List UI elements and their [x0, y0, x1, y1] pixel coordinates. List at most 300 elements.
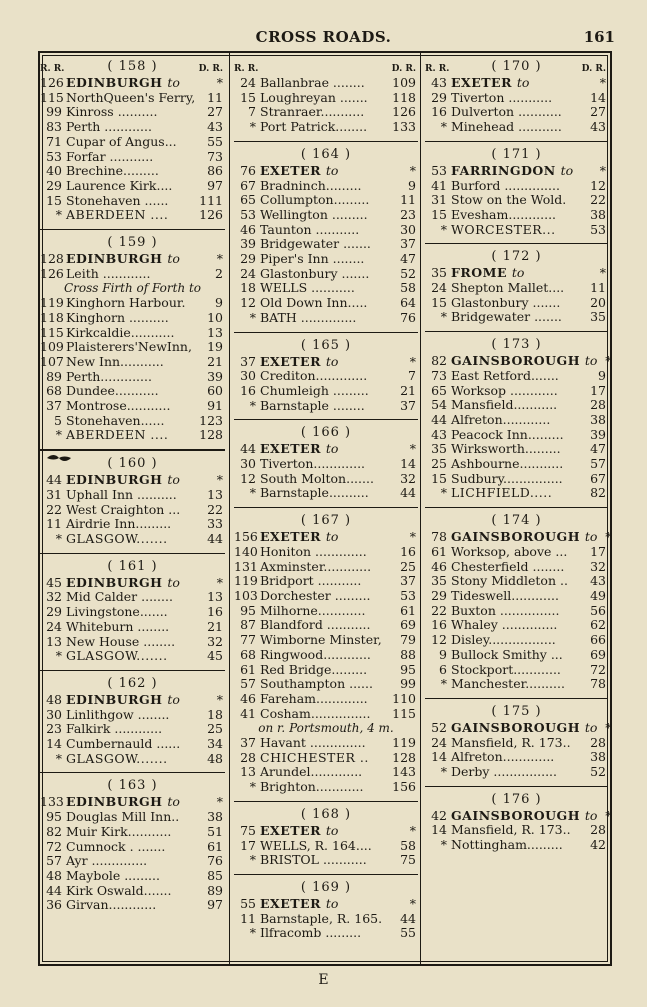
place-name-text: Stow on the Wold.	[451, 192, 567, 208]
route-number: ( 176 )	[491, 791, 542, 807]
route-stage-row	[234, 692, 418, 707]
direct-distance: 37	[400, 397, 416, 413]
place-name-text: Sudbury...............	[451, 470, 563, 486]
place-name-text: Blandford ...........	[260, 617, 371, 633]
direct-distance: 32	[400, 470, 416, 486]
direct-distance: 60	[207, 383, 223, 399]
place-name	[260, 926, 400, 941]
place-name-text: Old Down Inn.....	[260, 295, 368, 311]
route-block	[425, 703, 612, 780]
place-name	[260, 193, 400, 208]
page-number: 161	[583, 28, 615, 46]
route-stage-row	[425, 223, 608, 238]
place-name-text: Bridport ...........	[260, 573, 362, 589]
direct-distance: 21	[207, 618, 223, 634]
route-separator	[425, 786, 608, 787]
reverse-distance: 11	[240, 910, 256, 926]
place-name	[260, 604, 400, 619]
route-stage-row	[425, 413, 608, 428]
direct-distance: 9	[598, 367, 606, 383]
place-name	[66, 884, 207, 899]
reverse-distance: 95	[240, 602, 256, 618]
place-name-text: Kirk Oswald.......	[66, 882, 172, 898]
place-name-text: Bullock Smithy ...	[451, 646, 563, 662]
reverse-distance: 37	[240, 353, 256, 369]
reverse-distance: *	[249, 309, 256, 325]
place-name	[260, 707, 392, 722]
place-name	[260, 267, 400, 282]
reverse-distance: *	[55, 648, 62, 664]
route-separator	[425, 141, 608, 142]
route-separator	[425, 507, 608, 508]
reverse-distance: 109	[40, 339, 64, 355]
direct-distance: *	[216, 794, 223, 810]
reverse-distance: *	[249, 397, 256, 413]
direct-distance: *	[605, 719, 612, 735]
route-note-text: on r. Portsmouth, 4 m.	[258, 721, 394, 736]
place-name-text: Axminster............	[260, 558, 372, 574]
direct-distance: 17	[590, 543, 606, 559]
place-name-text: Dundee...........	[66, 383, 159, 399]
route-stage-row	[40, 311, 225, 326]
place-name	[66, 399, 207, 414]
reverse-distance: 107	[40, 353, 64, 369]
place-name	[260, 692, 392, 707]
place-name	[260, 824, 402, 839]
route-stage-row	[234, 677, 418, 692]
route-stage-row	[40, 179, 225, 194]
reverse-distance: *	[55, 530, 62, 546]
place-name-text: Perth ............	[66, 119, 152, 135]
direct-distance: 9	[215, 295, 223, 311]
route-stage-row	[40, 194, 225, 209]
route-heading	[40, 457, 225, 473]
place-name	[66, 267, 209, 282]
route-stage-row	[425, 750, 608, 765]
direct-distance: 42	[590, 837, 606, 853]
route-separator	[40, 670, 225, 671]
place-name	[451, 428, 590, 443]
place-name-text: EXETER	[260, 353, 321, 369]
direct-distance: *	[216, 574, 223, 590]
reverse-distance: 72	[46, 838, 62, 854]
reverse-distance: *	[440, 309, 447, 325]
direct-distance: 35	[590, 309, 606, 325]
reverse-distance: 22	[431, 602, 447, 618]
place-name-text: Cumnock . .......	[66, 838, 166, 854]
direct-distance: 45	[207, 648, 223, 664]
route-block	[40, 677, 225, 767]
reverse-distance: 77	[240, 632, 256, 648]
route-stage-row	[40, 120, 225, 135]
direct-distance: 28	[590, 734, 606, 750]
place-name-text: Bradninch.........	[260, 177, 362, 193]
reverse-distance: *	[440, 676, 447, 692]
route-stage-row	[425, 486, 608, 501]
direct-distance: 7	[408, 368, 416, 384]
place-name	[451, 193, 590, 208]
route-stage-row	[234, 780, 418, 795]
direct-distance: 123	[199, 412, 223, 428]
place-name	[66, 194, 199, 209]
route-stage-row	[425, 677, 608, 692]
route-stage-row	[40, 267, 225, 282]
to-word: to	[167, 251, 180, 267]
route-stage-row	[234, 633, 418, 648]
reverse-distance: 41	[240, 705, 256, 721]
reverse-distance: *	[249, 852, 256, 868]
place-name	[451, 310, 590, 325]
direct-distance: 12	[590, 177, 606, 193]
place-name-text: Girvan............	[66, 897, 157, 913]
place-name-text: CHICHESTER ..	[260, 749, 369, 765]
place-name	[66, 473, 209, 488]
column-divider-2	[420, 53, 421, 964]
place-name	[260, 369, 402, 384]
place-name-text: New House ........	[66, 633, 176, 649]
place-name	[66, 605, 207, 620]
place-name	[66, 355, 207, 370]
route-stage-row	[234, 457, 418, 472]
route-block	[234, 514, 418, 795]
to-word: to	[325, 822, 339, 838]
place-name	[260, 457, 400, 472]
direct-distance: 73	[207, 148, 223, 164]
reverse-distance: 67	[240, 177, 256, 193]
direct-distance: *	[216, 691, 223, 707]
route-stage-row	[40, 370, 225, 385]
direct-distance: 128	[392, 749, 416, 765]
route-stage-row	[425, 823, 608, 838]
route-stage-row	[425, 384, 608, 399]
route-heading	[40, 677, 225, 693]
route-stage-row	[234, 252, 418, 267]
route-separator	[425, 698, 608, 699]
route-stage-row	[425, 765, 608, 780]
reverse-distance: 15	[431, 470, 447, 486]
place-name-text: Southampton ......	[260, 676, 373, 692]
place-name-text: Stony Middleton ..	[451, 573, 568, 589]
place-name-text: Ilfracomb .........	[260, 925, 362, 941]
reverse-distance: *	[55, 750, 62, 766]
direct-distance: 17	[590, 382, 606, 398]
place-name	[66, 869, 207, 884]
place-name-text: Shepton Mallet....	[451, 280, 565, 296]
route-stage-row	[425, 472, 608, 487]
place-name	[66, 135, 207, 150]
dr-label: D. R.	[198, 64, 223, 74]
direct-distance: 44	[207, 530, 223, 546]
route-stage-row	[40, 208, 225, 223]
direct-distance: 38	[207, 809, 223, 825]
place-name	[66, 326, 207, 341]
reverse-distance: 115	[40, 324, 64, 340]
reverse-distance: 14	[46, 736, 62, 752]
place-name-text: Fareham.............	[260, 690, 368, 706]
place-name-text: Collumpton.........	[260, 192, 370, 208]
to-word: to	[167, 794, 180, 810]
route-stage-row	[234, 120, 418, 135]
route-stage-row	[40, 590, 225, 605]
direct-distance: 111	[199, 192, 223, 208]
reverse-distance: 40	[46, 163, 62, 179]
place-name	[260, 179, 402, 194]
place-name	[260, 589, 400, 604]
reverse-distance: 29	[431, 89, 447, 105]
route-block	[40, 457, 225, 547]
reverse-distance: 78	[431, 529, 447, 545]
place-name-text: EDINBURGH	[66, 574, 163, 590]
place-name-text: Brechine.........	[66, 163, 159, 179]
place-name-text: Falkirk ............	[66, 721, 163, 737]
reverse-distance: 12	[240, 295, 256, 311]
route-heading	[40, 560, 225, 576]
route-origin-row	[40, 473, 225, 488]
reverse-distance: 68	[46, 383, 62, 399]
reverse-distance: 46	[240, 221, 256, 237]
direct-distance: 32	[207, 633, 223, 649]
place-name-text: Havant ..............	[260, 735, 366, 751]
direct-distance: 64	[400, 295, 416, 311]
direct-distance: 58	[400, 837, 416, 853]
route-stage-row	[234, 193, 418, 208]
place-name-text: Mid Calder ........	[66, 589, 173, 605]
direct-distance: 126	[199, 207, 223, 223]
to-word: to	[584, 529, 598, 545]
place-name	[451, 164, 592, 179]
direct-distance: 99	[400, 676, 416, 692]
route-block	[425, 250, 608, 325]
reverse-distance: 35	[431, 441, 447, 457]
route-stage-row	[425, 105, 608, 120]
route-origin-row	[425, 719, 612, 736]
place-name-text: Montrose...........	[66, 398, 171, 414]
place-name-text: EDINBURGH	[66, 472, 163, 488]
route-stage-row	[234, 589, 418, 604]
route-stage-row	[234, 179, 418, 194]
route-stage-row	[40, 737, 225, 752]
direct-distance: 119	[392, 735, 416, 751]
reverse-distance: 57	[240, 676, 256, 692]
route-block	[40, 236, 225, 443]
place-name	[260, 618, 400, 633]
to-word: to	[167, 75, 180, 90]
place-name	[451, 76, 592, 91]
route-separator	[40, 449, 225, 451]
direct-distance: 69	[400, 617, 416, 633]
place-name-text: Linlithgow ........	[66, 706, 170, 722]
direct-distance: *	[599, 162, 606, 178]
route-stage-row	[40, 150, 225, 165]
route-separator	[425, 243, 608, 244]
route-stage-row	[425, 633, 608, 648]
reverse-distance: 53	[46, 148, 62, 164]
direct-distance: 19	[207, 339, 223, 355]
route-stage-row	[40, 620, 225, 635]
route-block	[40, 560, 225, 664]
place-name	[260, 208, 400, 223]
direct-distance: 75	[400, 852, 416, 868]
direct-distance: 34	[207, 736, 223, 752]
place-name-text: Brighton............	[260, 779, 364, 795]
reverse-distance: 82	[431, 353, 447, 369]
route-origin-row	[425, 76, 608, 91]
route-number: ( 168 )	[300, 806, 352, 822]
reverse-distance: 23	[46, 721, 62, 737]
route-origin-row	[40, 693, 225, 708]
place-name-text: Alfreton............	[451, 411, 551, 427]
direct-distance: 82	[590, 485, 606, 501]
place-name	[451, 442, 590, 457]
place-name	[451, 663, 590, 678]
route-stage-row	[425, 736, 608, 751]
route-stage-row	[40, 840, 225, 855]
route-number: ( 159 )	[107, 235, 158, 251]
to-word: to	[325, 441, 339, 457]
place-name	[66, 370, 207, 385]
route-stage-row	[40, 428, 225, 443]
direct-distance: 47	[400, 251, 416, 267]
reverse-distance: 115	[40, 89, 64, 105]
place-name-text: EDINBURGH	[66, 75, 163, 90]
route-stage-row	[234, 736, 418, 751]
direct-distance: 14	[590, 89, 606, 105]
reverse-distance: 14	[431, 822, 447, 838]
direct-distance: 2	[215, 265, 223, 281]
place-name-text: Mansfield, R. 173..	[451, 734, 571, 750]
route-stage-row	[234, 604, 418, 619]
reverse-distance: 103	[234, 587, 258, 603]
direct-distance: 11	[207, 89, 223, 105]
direct-distance: 22	[590, 192, 606, 208]
route-heading	[234, 881, 418, 897]
reverse-distance: 128	[40, 251, 64, 267]
reverse-distance: 126	[40, 265, 64, 281]
route-stage-row	[234, 267, 418, 282]
place-name-text: Cumbernauld ......	[66, 736, 181, 752]
direct-distance: 156	[392, 779, 416, 795]
place-name	[66, 105, 207, 120]
place-name	[260, 751, 392, 766]
to-word: to	[167, 574, 180, 590]
direct-distance: 39	[590, 426, 606, 442]
place-name-text: FROME	[451, 265, 508, 281]
route-stage-row	[425, 193, 608, 208]
route-origin-row	[234, 442, 418, 457]
direct-distance: *	[605, 353, 612, 369]
reverse-distance: *	[249, 119, 256, 135]
direct-distance: 56	[590, 602, 606, 618]
place-name	[66, 150, 207, 165]
place-name-text: WELLS ...........	[260, 280, 355, 296]
route-block	[234, 881, 418, 941]
signature-mark: E	[318, 972, 329, 988]
route-heading	[234, 808, 418, 824]
route-stage-row	[40, 635, 225, 650]
reverse-distance: *	[440, 764, 447, 780]
place-name	[66, 340, 207, 355]
route-block	[234, 426, 418, 501]
place-name-text: WORCESTER...	[451, 221, 556, 237]
place-name	[451, 545, 590, 560]
reverse-distance: *	[440, 119, 447, 135]
reverse-distance: 32	[46, 589, 62, 605]
place-name	[260, 486, 400, 501]
route-stage-row	[234, 618, 418, 633]
route-stage-row	[234, 574, 418, 589]
place-name	[66, 517, 207, 532]
place-name	[260, 355, 402, 370]
route-heading	[425, 148, 608, 164]
route-stage-row	[234, 208, 418, 223]
place-name	[66, 576, 209, 591]
place-name-text: Stockport............	[451, 661, 561, 677]
route-origin-row	[40, 576, 225, 591]
route-separator	[234, 874, 418, 875]
place-name	[260, 399, 400, 414]
reverse-distance: 61	[431, 543, 447, 559]
place-name	[66, 414, 199, 429]
reverse-distance: 12	[240, 470, 256, 486]
route-heading	[234, 514, 418, 530]
place-name-text: EXETER	[260, 529, 321, 545]
route-stage-row	[40, 810, 225, 825]
reverse-distance: 41	[431, 177, 447, 193]
route-separator	[40, 229, 225, 230]
reverse-distance: 131	[234, 558, 258, 574]
place-name-text: Glastonbury .......	[260, 265, 370, 281]
to-word: to	[325, 895, 339, 911]
to-word: to	[325, 353, 339, 369]
route-stage-row	[425, 604, 608, 619]
place-name-text: Chumleigh .........	[260, 382, 369, 398]
place-name-text: BRISTOL ...........	[260, 852, 367, 868]
route-block	[425, 148, 608, 238]
route-stage-row	[425, 369, 608, 384]
route-origin-row	[425, 164, 608, 179]
reverse-distance: 37	[240, 735, 256, 751]
direct-distance: 89	[207, 882, 223, 898]
direct-distance: 13	[207, 486, 223, 502]
place-name-text: EXETER	[260, 895, 321, 911]
place-name-text: Disley.................	[451, 632, 556, 648]
place-name-text: GAINSBOROUGH	[451, 529, 581, 545]
direct-distance: 49	[590, 587, 606, 603]
reverse-distance: 12	[431, 632, 447, 648]
reverse-distance: 57	[46, 853, 62, 869]
place-name	[66, 693, 209, 708]
route-block	[425, 337, 612, 501]
reverse-distance: 29	[240, 251, 256, 267]
route-stage-row	[425, 545, 608, 560]
route-stage-row	[40, 752, 225, 767]
route-stage-row	[40, 326, 225, 341]
direct-distance: 118	[392, 89, 416, 105]
place-name-text: EDINBURGH	[66, 691, 163, 707]
reverse-distance: *	[440, 837, 447, 853]
route-block	[234, 148, 418, 326]
route-stage-row	[425, 179, 608, 194]
reverse-distance: 7	[248, 104, 256, 120]
place-name	[66, 208, 199, 223]
reverse-distance: 31	[431, 192, 447, 208]
place-name	[260, 442, 402, 457]
direct-distance: 66	[590, 632, 606, 648]
route-stage-row	[40, 722, 225, 737]
place-name	[66, 840, 207, 855]
reverse-distance: 95	[46, 809, 62, 825]
route-stage-row	[40, 164, 225, 179]
